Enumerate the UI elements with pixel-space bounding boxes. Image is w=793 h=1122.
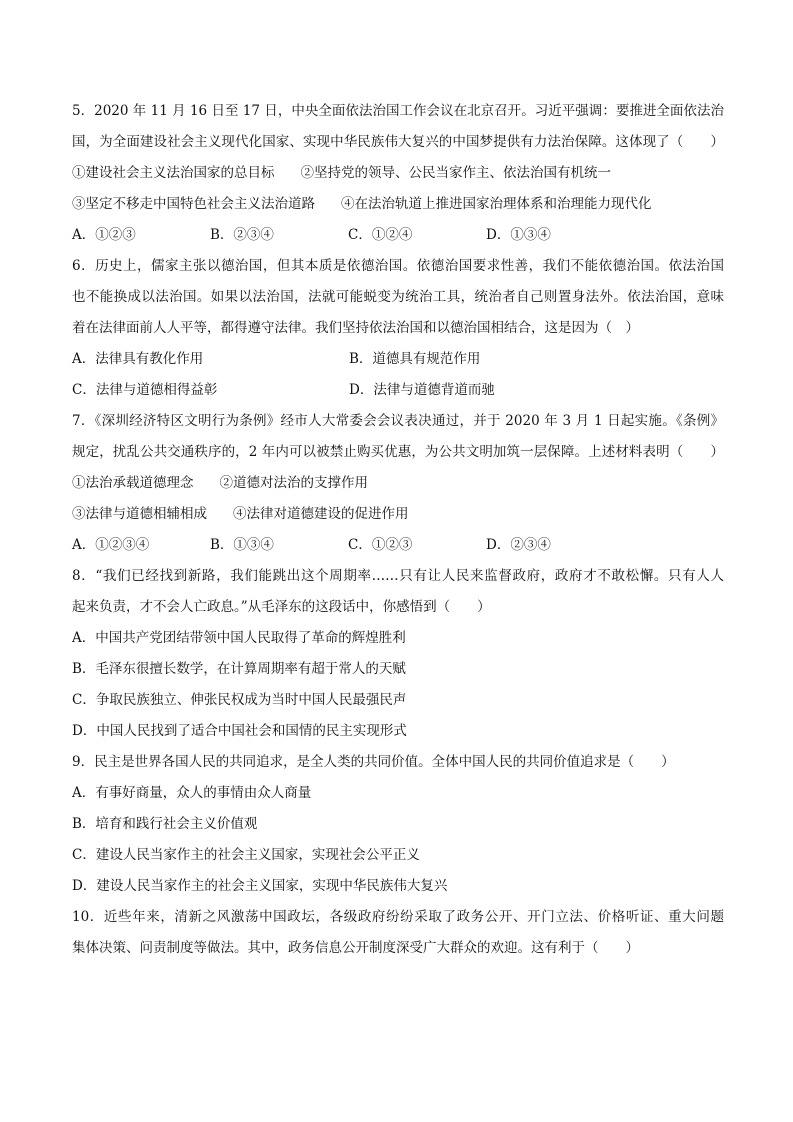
statement-row	[72, 468, 724, 499]
option-a: A．法律具有教化作用	[72, 351, 204, 367]
statement: ①建设社会主义法治国家的总目标	[72, 165, 275, 181]
options-row	[72, 375, 724, 406]
statement: ②坚持党的领导、公民当家作主、依法治国有机统一	[300, 165, 611, 181]
option-b: B．道德具有规范作用	[349, 351, 481, 367]
question-stem-line: 起来负责，才不会人亡政息。”从毛泽东的这段话中，你感悟到（ ）	[72, 599, 491, 615]
option-b: B．①③④	[210, 537, 274, 553]
question-6	[72, 251, 724, 406]
option-d: D．法律与道德背道而驰	[349, 382, 495, 398]
question-7	[72, 406, 724, 561]
option-b: B．②③④	[210, 227, 274, 243]
option-c: C．法律与道德相得益彰	[72, 382, 218, 398]
question-stem-line: 也不能换成以法治国。如果以法治国，法就可能蜕变为统治工具，统治者自己则置身法外。依法治国，意味	[72, 289, 724, 305]
statement: ①法治承载道德理念	[72, 475, 194, 491]
question-stem-line: 集体决策、问责制度等做法。其中，政务信息公开制度深受广大群众的欢迎。这有利于（ ）	[72, 940, 639, 956]
option-d: D．①③④	[486, 227, 551, 243]
statement: ④法律对道德建设的促进作用	[233, 506, 409, 522]
question-stem-line: 5．2020 年 11 月 16 日至 17 日，中央全面依法治国工作会议在北京召开。习近平强调：要推进全面依法治	[72, 103, 724, 119]
question-stem-line: 6．历史上，儒家主张以德治国，但其本质是依德治国。依德治国要求性善，我们不能依德治国。依法治国	[72, 258, 724, 274]
question-stem-line: 着在法律面前人人平等，都得遵守法律。我们坚持依法治国和以德治国相结合，这是因为（ ）	[72, 320, 639, 336]
question-stem-line: 8．“我们已经找到新路，我们能跳出这个周期率……只有让人民来监督政府，政府才不敢松懈。只有人人	[72, 568, 724, 584]
option-c: C．建设人民当家作主的社会主义国家，实现社会公平正义	[72, 847, 420, 863]
statement-row	[72, 499, 724, 530]
statement: ②道德对法治的支撑作用	[219, 475, 368, 491]
statement: ④在法治轨道上推进国家治理体系和治理能力现代化	[341, 196, 652, 212]
statement: ③法律与道德相辅相成	[72, 506, 207, 522]
question-stem-line: 10．近些年来，清新之风激荡中国政坛，各级政府纷纷采取了政务公开、开门立法、价格听证、重大问题	[72, 909, 724, 925]
options-row	[72, 220, 724, 251]
option-b: B．毛泽东很擅长数学，在计算周期率有超于常人的天赋	[72, 661, 406, 677]
options-row	[72, 530, 724, 561]
question-stem-line: 9．民主是世界各国人民的共同追求，是全人类的共同价值。全体中国人民的共同价值追求是（ ）	[72, 754, 675, 770]
question-9	[72, 747, 724, 902]
option-d: D．②③④	[486, 537, 551, 553]
options-row	[72, 344, 724, 375]
option-a: A．①②③	[72, 227, 136, 243]
question-5	[72, 96, 724, 251]
option-b: B．培育和践行社会主义价值观	[72, 816, 258, 832]
exam-page	[72, 96, 724, 964]
option-a: A．中国共产党团结带领中国人民取得了革命的辉煌胜利	[72, 630, 406, 646]
question-stem-line: 7．《深圳经济特区文明行为条例》经市人大常委会会议表决通过，并于 2020 年 3 月 1 日起实施。《条例》	[72, 413, 724, 429]
option-d: D．中国人民找到了适合中国社会和国情的民主实现形式	[72, 723, 407, 739]
option-c: C．①②③	[348, 537, 413, 553]
option-c: C．①②④	[348, 227, 413, 243]
statement: ③坚定不移走中国特色社会主义法治道路	[72, 196, 315, 212]
question-stem-line: 规定，扰乱公共交通秩序的，2 年内可以被禁止购买优惠，为公共文明加筑一层保障。上述材料表明（ ）	[72, 444, 724, 460]
statement-row	[72, 189, 724, 220]
option-a: A．①②③④	[72, 537, 150, 553]
option-a: A．有事好商量，众人的事情由众人商量	[72, 785, 312, 801]
option-c: C．争取民族独立、伸张民权成为当时中国人民最强民声	[72, 692, 407, 708]
option-d: D．建设人民当家作主的社会主义国家，实现中华民族伟大复兴	[72, 878, 448, 894]
question-8	[72, 561, 724, 747]
question-10	[72, 902, 724, 964]
question-stem-line: 国，为全面建设社会主义现代化国家、实现中华民族伟大复兴的中国梦提供有力法治保障。这体现了（ ）	[72, 134, 724, 150]
statement-row	[72, 158, 724, 189]
